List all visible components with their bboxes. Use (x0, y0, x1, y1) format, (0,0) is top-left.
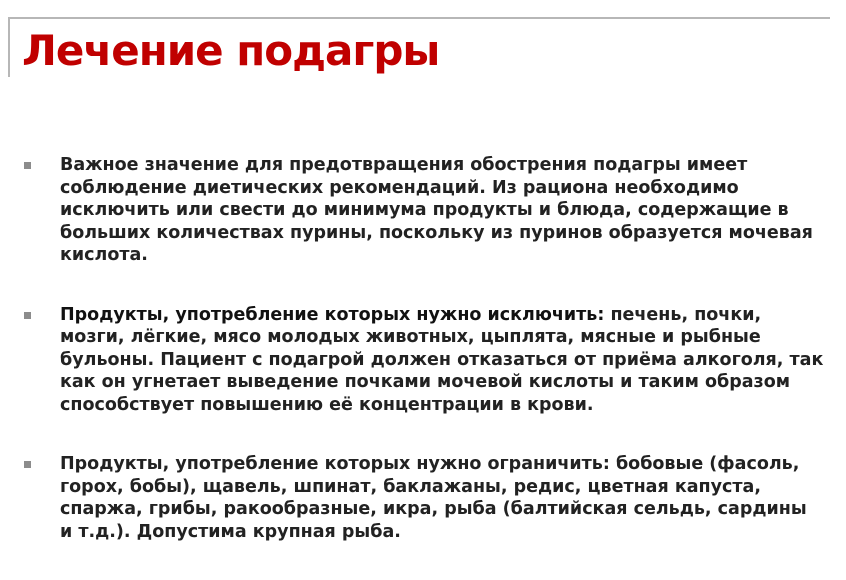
bullet-square-icon (24, 461, 31, 468)
bullet-text: Важное значение для предотвращения обострения подагры имеет соблюдение диетических рекомендаций. Из рациона необходимо исключить или свести до минимума продукты и блюда, содержащие в больших количествах пурины, поскольку из пуринов образуется мочевая кислота. (60, 155, 813, 265)
bullet-list (24, 154, 824, 580)
frame-border-top (8, 17, 830, 19)
bullet-item-1 (24, 154, 824, 267)
bullet-item-2 (24, 304, 824, 417)
slide-title: Лечение подагры (22, 26, 440, 75)
bullet-text: печень, почки, мозги, лёгкие, мясо молодых животных, цыплята, мясные и рыбные бульоны. Пациент с подагрой должен отказаться от приёма алкоголя, так как он угнетает выведение почками мочевой кислоты и таким образом способствует повышению её концентрации в крови. (60, 304, 824, 415)
bullet-square-icon (24, 312, 31, 319)
bullet-lead-text: Продукты, употребление которых нужно исключить: (60, 304, 605, 325)
bullet-text: Продукты, употребление которых нужно ограничить: бобовые (фасоль, горох, бобы), щавель, шпинат, баклажаны, редис, цветная капуста, спаржа, грибы, ракообразные, икра, рыба (балтийская сельдь, сардины и т.д.). Допустима крупная рыба. (60, 454, 807, 542)
frame-border-left (8, 17, 10, 77)
bullet-item-3 (24, 453, 824, 543)
bullet-square-icon (24, 162, 31, 169)
